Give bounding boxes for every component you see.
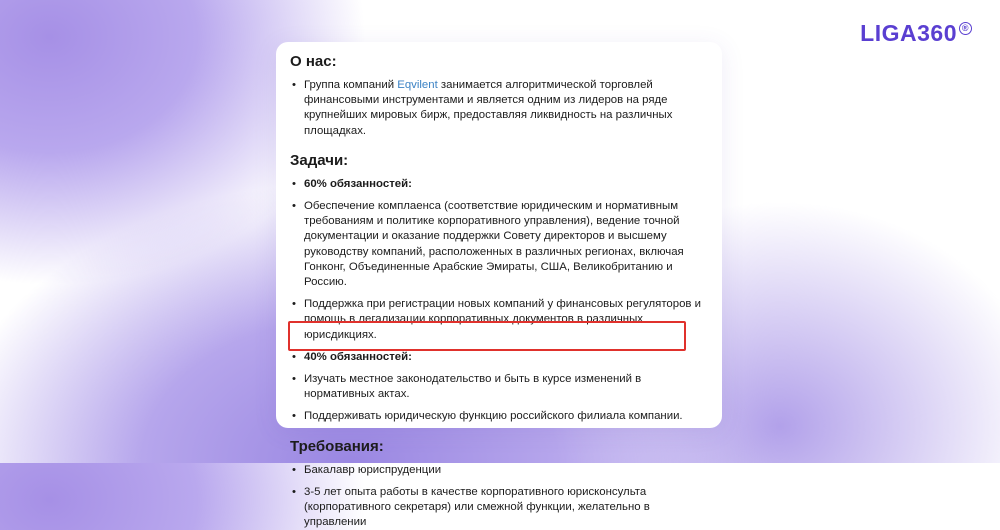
requirements-heading: Требования:	[290, 437, 384, 455]
registered-icon: ®	[959, 22, 972, 35]
about-list	[290, 78, 708, 139]
list-item: • 3-5 лет опыта работы в качестве корпоративного юрисконсульта (корпоративного секретаря) или смежной функции, желательно в управлении	[304, 485, 708, 530]
tasks-heading: Задачи:	[290, 151, 349, 169]
tasks-subheading: • 40% обязанностей:	[304, 350, 708, 365]
liga360-logo	[860, 20, 972, 47]
company-link[interactable]: Eqvilent	[397, 79, 438, 91]
job-description-card	[276, 42, 722, 529]
highlighted-list-item: • Поддерживать юридическую функцию российского филиала компании.	[304, 409, 708, 424]
about-item: • Группа компаний Eqvilent занимается алгоритмической торговлей финансовыми инструментами и является одним из лидеров на ряде крупнейших мировых бирж, предоставляя ликвидность на различных площадках.	[304, 78, 708, 139]
list-item: • Обеспечение комплаенса (соответствие юридическим и нормативным требованиям и политике корпоративного управления), ведение точной документации и оказание поддержки Совету директоров и высшему руководству компаний, расположенных в различных регионах, включая Гонконг, Объединенные Арабские Эмираты, США, Великобританию и Россию.	[304, 199, 708, 290]
tasks-list	[290, 177, 708, 425]
list-item: • Изучать местное законодательство и быть в курсе изменений в нормативных актах.	[304, 372, 708, 402]
requirements-list	[290, 463, 708, 530]
tasks-subheading: • 60% обязанностей:	[304, 177, 708, 192]
about-heading: О нас:	[290, 53, 337, 70]
highlight-box	[288, 321, 686, 351]
logo-text: LIGA360	[860, 20, 957, 46]
list-item: • Бакалавр юриспруденции	[304, 463, 708, 478]
list-item: • Поддержка при регистрации новых компаний у финансовых регуляторов и помощь в легализации корпоративных документов в различных юрисдикциях.	[304, 297, 708, 343]
